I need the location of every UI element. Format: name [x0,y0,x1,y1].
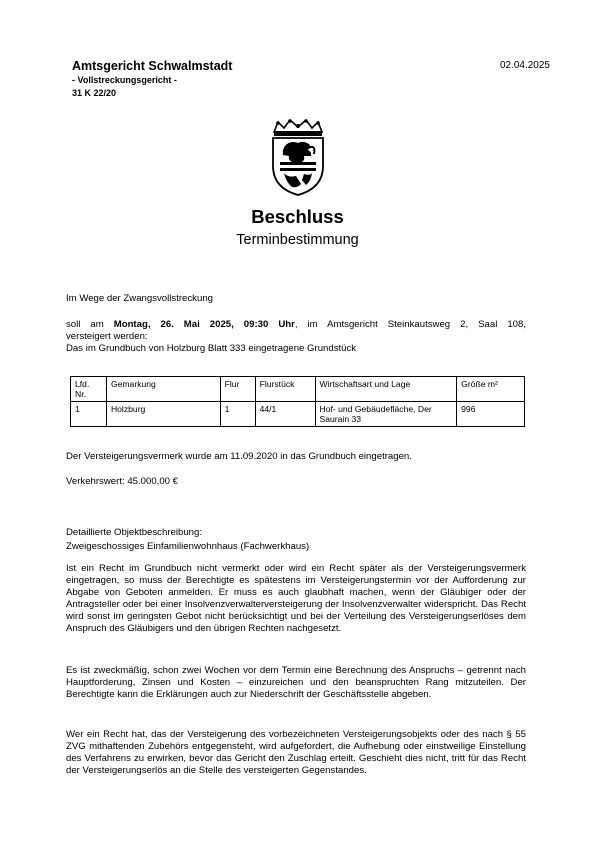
court-subtitle: - Vollstreckungsgericht - [72,75,177,85]
auction-appointment [66,319,526,355]
column-header: Flur [220,377,255,402]
table-cell: 1 [71,402,107,427]
document-subtitle: Terminbestimmung [236,232,359,248]
hessen-coat-of-arms-icon [268,118,328,196]
description-text: Zweigeschossiges Einfamilienwohnhaus (Fachwerkhaus) [66,541,310,552]
rights-paragraph: Ist ein Recht im Grundbuch nicht vermerkt oder wird ein Recht später als der Versteigerungsvermerk eingetragen, so muss der Berechtigte es spätestens im Versteigerungstermin vor der Aufforderung zur Abgabe von Geboten anmelden. Er muss es auch glaubhaft machen, wenn der Gläubiger oder der Antragsteller oder bei einer Insolvenzverwalterversteigerung der Insolvenzverwalter widerspricht. Das Recht wird sonst im geringsten Gebot nicht berücksichtigt und bei der Verteilung des Versteigerungserlöses dem Anspruch des Gläubigers und den übrigen Rechten nachgesetzt. [66,563,526,634]
auction-prefix: soll am [66,319,114,330]
column-header: Lfd. Nr. [71,377,107,402]
auction-line-1 [66,319,526,331]
column-header: Größe m² [457,377,525,402]
auction-line-2: versteigert werden: [66,331,148,342]
document-date: 02.04.2025 [499,60,550,71]
table-cell: Holzburg [106,402,220,427]
obstacle-paragraph: Wer ein Recht hat, das der Versteigerung des vorbezeichneten Versteigerungsobjekts oder des nach § 55 ZVG mithaftenden Zubehörs entgegensteht, wird aufgefordert, die Aufhebung oder einstweilige Einstellung des Verfahrens zu erwirken, bevor das Gericht den Zuschlag erteilt. Geschieht dies nicht, tritt für das Recht der Versteigerungserlös an die Stelle des versteigerten Gegenstandes. [66,729,526,776]
column-header: Flurstück [255,377,315,402]
claim-paragraph: Es ist zweckmäßig, schon zwei Wochen vor dem Termin eine Berechnung des Anspruchs – getrennt nach Hauptforderung, Zinsen und Kosten – einzureichen und den beanspruchten Rang mitzuteilen. Der Berechtigte kann die Erklärungen auch zur Niederschrift der Geschäftsstelle abgeben. [66,665,526,700]
description-label: Detaillierte Objektbeschreibung: [66,527,202,538]
table-row [71,402,525,427]
registration-note: Der Versteigerungsvermerk wurde am 11.09.2020 in das Grundbuch eingetragen. [66,451,412,462]
land-register-entry: Das im Grundbuch von Holzburg Blatt 333 eingetragene Grundstück [66,343,357,354]
court-name: Amtsgericht Schwalmstadt [72,59,233,73]
column-header: Wirtschaftsart und Lage [315,377,457,402]
case-number: 31 K 22/20 [72,88,117,98]
column-header: Gemarkung [106,377,220,402]
table-header-row [71,377,525,402]
auction-date-time: Montag, 26. Mai 2025, 09:30 Uhr [113,319,295,330]
table-cell: 1 [220,402,255,427]
table-cell: Hof- und Gebäudefläche, Der Saurain 33 [315,402,457,427]
table-cell: 996 [457,402,525,427]
table-cell: 44/1 [255,402,315,427]
enforcement-intro: Im Wege der Zwangsvollstreckung [66,293,213,304]
lot-table [70,376,525,427]
auction-location: , im Amtsgericht Steinkautsweg 2, Saal 108, [294,319,526,330]
document-title: Beschluss [251,206,344,227]
market-value: Verkehrswert: 45.000,00 € [66,476,178,487]
